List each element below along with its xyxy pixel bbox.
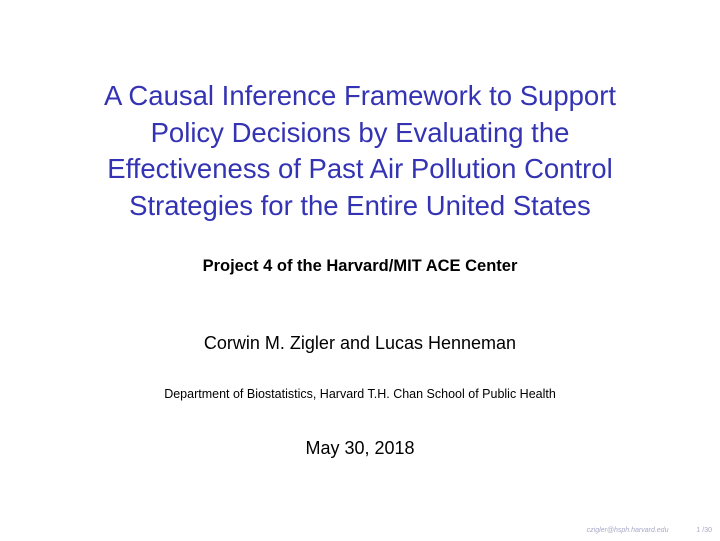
footer xyxy=(587,527,712,539)
slide-subtitle: Project 4 of the Harvard/MIT ACE Center xyxy=(202,257,518,275)
title-line-4: Strategies for the Entire United States xyxy=(129,189,591,221)
title-line-2: Policy Decisions by Evaluating the xyxy=(150,116,570,148)
author-names: Corwin M. Zigler and Lucas Henneman xyxy=(203,333,517,353)
institute: Department of Biostatistics, Harvard T.H. Chan School of Public Health xyxy=(164,387,556,401)
title-line-3: Effectiveness of Past Air Pollution Control xyxy=(107,153,613,184)
presentation-date: May 30, 2018 xyxy=(305,438,415,458)
slide-title xyxy=(40,78,680,224)
footer-email: czigler@hsph.harvard.edu xyxy=(586,527,669,534)
page-number: 1 /30 xyxy=(696,527,712,534)
title-line-1: A Causal Inference Framework to Support xyxy=(103,80,617,111)
